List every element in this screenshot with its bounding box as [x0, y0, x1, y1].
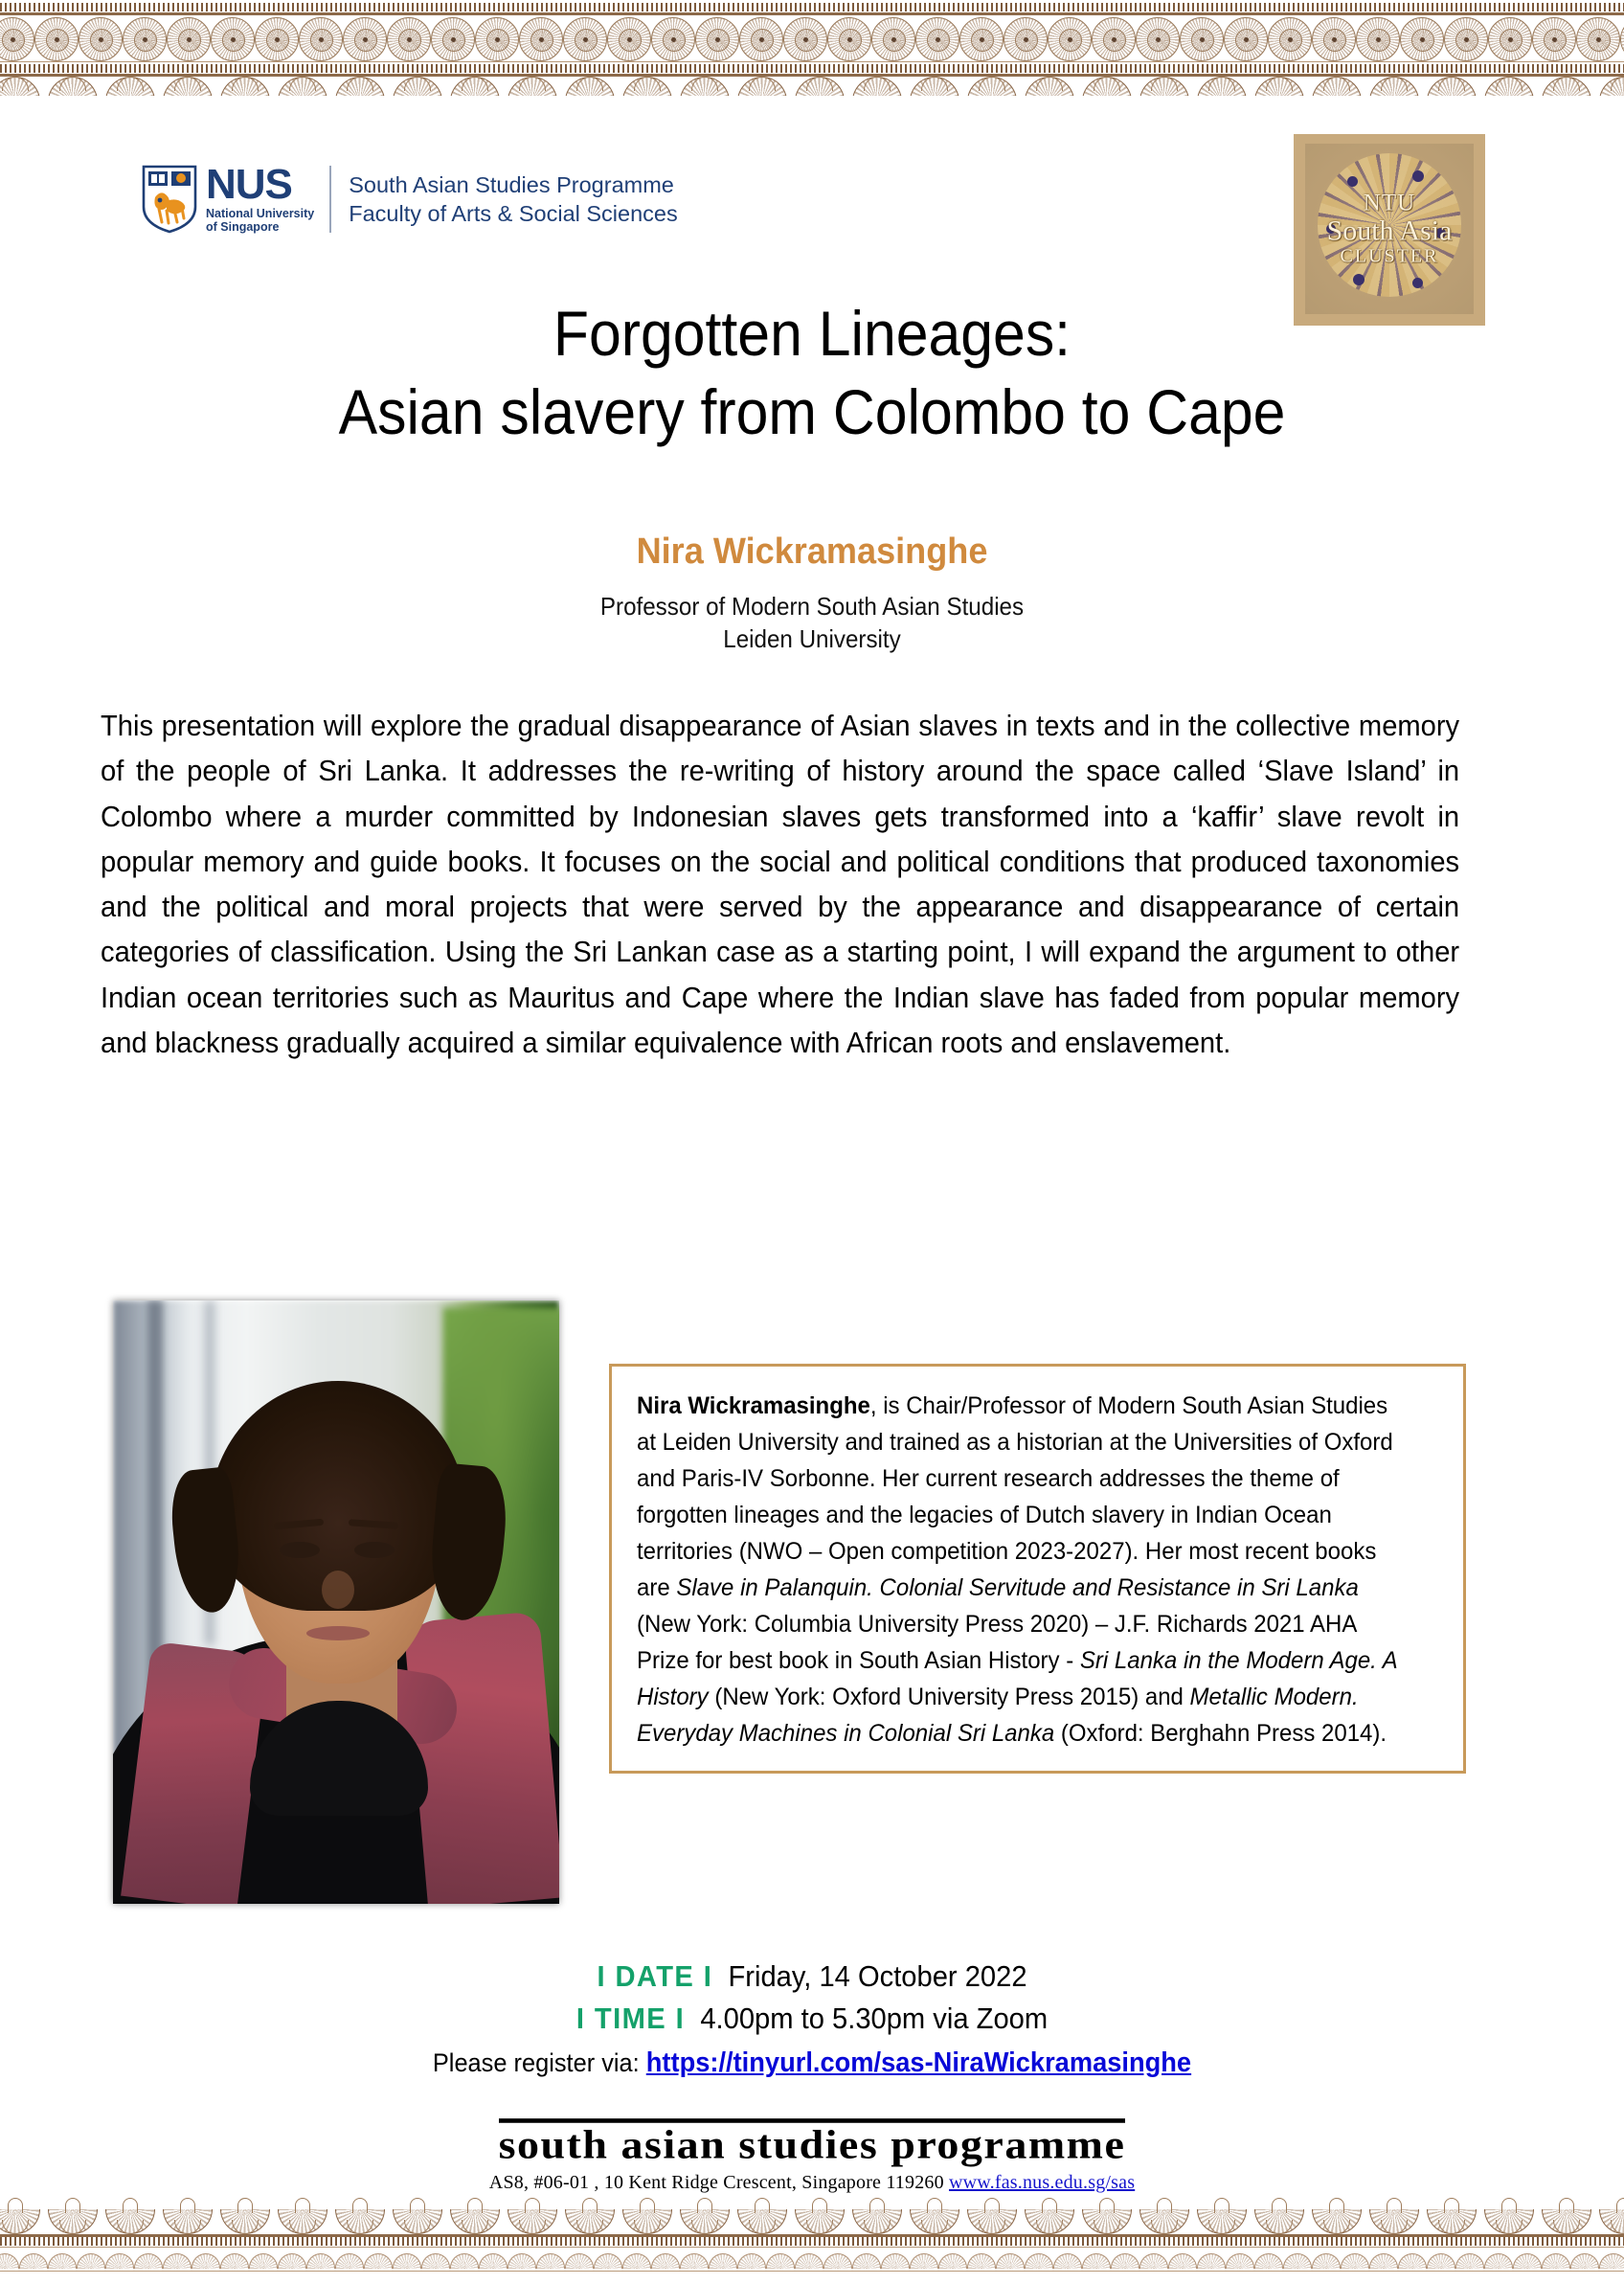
- decorative-border-bottom: [0, 2192, 1624, 2284]
- date-row: [49, 1956, 1575, 1998]
- portrait-nose: [322, 1571, 354, 1609]
- speaker-role: Professor of Modern South Asian Studies: [599, 592, 1025, 621]
- nus-sub-line1: National University: [206, 206, 315, 220]
- scallop-motif-icon: [1251, 2192, 1308, 2234]
- rosette-motif-icon: [343, 17, 387, 61]
- micro-fan-motif-icon: [1398, 2253, 1427, 2269]
- portrait-eye-right: [354, 1542, 395, 1558]
- rosette-motif-icon: [299, 17, 343, 61]
- scallop-motif-icon: [1308, 77, 1365, 96]
- footer-website-link[interactable]: www.fas.nus.edu.sg/sas: [949, 2172, 1136, 2194]
- micro-fan-motif-icon: [1599, 2253, 1624, 2269]
- micro-fan-motif-icon: [1053, 2253, 1082, 2269]
- ntu-badge-inner: [1305, 144, 1474, 314]
- rosette-motif-icon: [255, 17, 299, 61]
- rosette-motif-icon: [519, 17, 563, 61]
- micro-fan-motif-icon: [565, 2253, 594, 2269]
- rosette-motif-icon: [1048, 17, 1092, 61]
- scallop-motif-icon: [44, 77, 102, 96]
- rosette-motif-icon: [871, 17, 915, 61]
- scallop-motif-icon: [446, 2192, 504, 2234]
- micro-fan-motif-icon: [795, 2253, 823, 2269]
- micro-fan-motif-icon: [77, 2253, 105, 2269]
- micro-fan-motif-icon: [249, 2253, 278, 2269]
- rosette-motif-icon: [1004, 17, 1048, 61]
- rosette-motif-icon: [651, 17, 695, 61]
- border-rule-thin-2: [0, 2247, 1624, 2248]
- scallop-motif-icon: [446, 77, 504, 96]
- scallop-motif-icon: [1193, 77, 1251, 96]
- scallop-motif-icon: [676, 2192, 733, 2234]
- scallop-motif-icon: [561, 77, 619, 96]
- micro-fan-motif-icon: [622, 2253, 651, 2269]
- rosette-motif-icon: [1224, 17, 1268, 61]
- scallop-motif-icon: [331, 77, 389, 96]
- bio-book-2: Sri Lanka in the Modern Age. A History: [637, 1647, 1397, 1710]
- micro-fan-motif-icon: [1226, 2253, 1254, 2269]
- scallop-motif-icon: [906, 77, 963, 96]
- micro-fan-motif-icon: [393, 2253, 421, 2269]
- micro-fan-motif-icon: [1513, 2253, 1542, 2269]
- micro-fan-motif-icon: [1139, 2253, 1168, 2269]
- registration-row: [49, 2047, 1575, 2079]
- rosette-motif-icon: [1444, 17, 1488, 61]
- micro-fan-motif-icon: [967, 2253, 996, 2269]
- scallop-motif-icon: [1480, 2192, 1538, 2234]
- micro-fan-motif-icon: [1341, 2253, 1369, 2269]
- border-scallop-strip: [0, 77, 1624, 96]
- scallop-motif-icon: [1595, 2192, 1624, 2234]
- scallop-motif-icon: [1078, 2192, 1136, 2234]
- scallop-motif-icon: [504, 2192, 561, 2234]
- scallop-motif-icon: [159, 77, 216, 96]
- scallop-motif-icon: [1251, 77, 1308, 96]
- department-line1: South Asian Studies Programme: [349, 171, 674, 197]
- scallop-motif-icon: [159, 2192, 216, 2234]
- scallop-motif-icon: [1423, 77, 1480, 96]
- micro-fan-motif-icon: [450, 2253, 479, 2269]
- scallop-motif-icon: [102, 2192, 159, 2234]
- micro-fan-motif-icon: [996, 2253, 1025, 2269]
- mandala-gem: [1412, 278, 1423, 288]
- scallop-motif-icon: [1538, 77, 1595, 96]
- micro-fan-motif-icon: [1570, 2253, 1599, 2269]
- nus-letters: NUS: [206, 161, 292, 209]
- rosette-motif-icon: [1400, 17, 1444, 61]
- rosette-motif-icon: [123, 17, 167, 61]
- title-line-1: Forgotten Lineages:: [553, 298, 1071, 369]
- mandala-gem: [1353, 274, 1365, 285]
- rosette-motif-icon: [1092, 17, 1136, 61]
- speaker-bio-box: [609, 1364, 1466, 1774]
- scallop-motif-icon: [963, 77, 1021, 96]
- micro-fan-motif-icon: [680, 2253, 709, 2269]
- mandala-icon: [1318, 153, 1461, 297]
- micro-fan-motif-icon: [1082, 2253, 1111, 2269]
- scallop-motif-icon: [791, 2192, 848, 2234]
- micro-fan-motif-icon: [594, 2253, 622, 2269]
- scallop-motif-icon: [1365, 77, 1423, 96]
- micro-fan-motif-icon: [364, 2253, 393, 2269]
- portrait-scarf-right: [403, 1611, 559, 1904]
- scallop-motif-icon: [733, 77, 791, 96]
- rosette-motif-icon: [79, 17, 123, 61]
- event-details: [0, 1956, 1624, 2079]
- micro-fan-motif-icon: [335, 2253, 364, 2269]
- speaker-affiliation: [56, 590, 1567, 656]
- bio-part-4: (Oxford: Berghahn Press 2014).: [1054, 1720, 1387, 1747]
- scallop-motif-icon: [274, 2192, 331, 2234]
- nus-sub-line2: of Singapore: [206, 219, 280, 234]
- micro-fan-motif-icon: [1111, 2253, 1139, 2269]
- micro-fan-motif-icon: [1197, 2253, 1226, 2269]
- rosette-motif-icon: [1136, 17, 1180, 61]
- speaker-university: Leiden University: [723, 624, 901, 654]
- scallop-motif-icon: [1078, 77, 1136, 96]
- scallop-motif-icon: [44, 2192, 102, 2234]
- micro-fan-motif-icon: [709, 2253, 737, 2269]
- scallop-motif-icon: [504, 77, 561, 96]
- rosette-motif-icon: [695, 17, 739, 61]
- micro-fan-motif-icon: [1542, 2253, 1570, 2269]
- rosette-motif-icon: [1312, 17, 1356, 61]
- rosette-motif-icon: [827, 17, 871, 61]
- border-rosette-strip: [0, 17, 1624, 61]
- micro-fan-motif-icon: [1254, 2253, 1283, 2269]
- micro-fan-motif-icon: [1455, 2253, 1484, 2269]
- micro-fan-motif-icon: [105, 2253, 134, 2269]
- rosette-motif-icon: [915, 17, 959, 61]
- scallop-motif-icon: [619, 2192, 676, 2234]
- border-rule-thin-3: [0, 2271, 1624, 2272]
- scallop-motif-icon: [389, 77, 446, 96]
- micro-fan-motif-icon: [1025, 2253, 1053, 2269]
- date-value: Friday, 14 October 2022: [728, 1959, 1027, 1993]
- rosette-motif-icon: [563, 17, 607, 61]
- scallop-motif-icon: [1423, 2192, 1480, 2234]
- logo-divider: [329, 166, 331, 233]
- scallop-motif-icon: [0, 77, 44, 96]
- rosette-motif-icon: [387, 17, 431, 61]
- micro-fan-motif-icon: [737, 2253, 766, 2269]
- speaker-bio-text: [637, 1388, 1407, 1752]
- footer-address: AS8, #06-01 , 10 Kent Ridge Crescent, Singapore 119260: [488, 2172, 949, 2194]
- rosette-motif-icon: [211, 17, 255, 61]
- portrait-window-frame: [147, 1300, 163, 1703]
- rosette-motif-icon: [1180, 17, 1224, 61]
- bio-book-1: Slave in Palanquin. Colonial Servitude and Resistance in Sri Lanka: [676, 1574, 1359, 1601]
- border-rule-thin: [0, 61, 1624, 62]
- scallop-motif-icon: [216, 2192, 274, 2234]
- micro-fan-motif-icon: [19, 2253, 48, 2269]
- bio-part-3: (New York: Oxford University Press 2015) and: [708, 1684, 1190, 1710]
- register-prefix: Please register via:: [432, 2048, 646, 2078]
- scallop-motif-icon: [619, 77, 676, 96]
- poster-title: [0, 295, 1624, 452]
- micro-fan-motif-icon: [766, 2253, 795, 2269]
- micro-fan-motif-icon: [163, 2253, 192, 2269]
- micro-fan-motif-icon: [1168, 2253, 1197, 2269]
- scallop-motif-icon: [1365, 2192, 1423, 2234]
- registration-link[interactable]: https://tinyurl.com/sas-NiraWickramasinghe: [645, 2047, 1192, 2079]
- scallop-motif-icon: [216, 77, 274, 96]
- scallop-motif-icon: [389, 2192, 446, 2234]
- scallop-motif-icon: [676, 77, 733, 96]
- speaker-portrait-photo: [113, 1300, 559, 1904]
- decorative-border-top: [0, 0, 1624, 96]
- border-tick-strip: [0, 3, 1624, 11]
- scallop-motif-icon: [733, 2192, 791, 2234]
- rosette-motif-icon: [959, 17, 1004, 61]
- scallop-motif-icon: [561, 2192, 619, 2234]
- border-scallop-strip-bottom: [0, 2192, 1624, 2234]
- portrait-mouth: [306, 1626, 370, 1640]
- scallop-motif-icon: [1193, 2192, 1251, 2234]
- border-rule: [0, 12, 1624, 15]
- micro-fan-motif-icon: [1369, 2253, 1398, 2269]
- mandala-gem: [1412, 170, 1424, 182]
- rosette-motif-icon: [167, 17, 211, 61]
- time-label: I TIME I: [575, 2001, 686, 2036]
- rosette-motif-icon: [0, 17, 34, 61]
- nus-sub-text: [206, 207, 314, 234]
- rosette-motif-icon: [431, 17, 475, 61]
- micro-fan-motif-icon: [134, 2253, 163, 2269]
- speaker-block: [0, 531, 1624, 656]
- abstract-text: This presentation will explore the gradual disappearance of Asian slaves in texts and in the collective memory of the people of Sri Lanka. It addresses the re-writing of history around the space called ‘Slave Island’ in Colombo where a murder committed by Indonesian slaves gets transformed into a ‘kaffir’ slave revolt in popular memory and guide books. It focuses on the social and political conditions that produced taxonomies and the political and moral projects that were served by the appearance and disappearance of certain categories of classification. Using the Sri Lankan case as a starting point, I will expand the argument to other Indian ocean territories such as Mauritus and Cape where the Indian slave has faded from popular memory and blackness gradually acquired a similar equivalence with African roots and enslavement.: [101, 710, 1460, 1059]
- micro-fan-motif-icon: [1283, 2253, 1312, 2269]
- poster-footer: [0, 2116, 1624, 2194]
- scallop-motif-icon: [102, 77, 159, 96]
- bio-book-3: Metallic Modern. Everyday Machines in Colonial Sri Lanka: [637, 1684, 1359, 1747]
- micro-fan-motif-icon: [220, 2253, 249, 2269]
- rosette-motif-icon: [739, 17, 783, 61]
- ntu-badge-line1: NTU: [1363, 190, 1416, 216]
- micro-fan-motif-icon: [938, 2253, 967, 2269]
- micro-fan-motif-icon: [823, 2253, 852, 2269]
- rosette-motif-icon: [34, 17, 79, 61]
- bio-part-1: , is Chair/Professor of Modern South Asian Studies at Leiden University and trained as a historian at the Universities of Oxford and Paris-IV Sorbonne. Her current research addresses the theme of forgotten lineages and the legacies of Dutch slavery in Indian Ocean territories (NWO – Open competition 2023-2027). Her most recent books are: [637, 1392, 1393, 1601]
- micro-fan-motif-icon: [421, 2253, 450, 2269]
- micro-fan-motif-icon: [0, 2253, 19, 2269]
- scallop-motif-icon: [1136, 2192, 1193, 2234]
- rosette-motif-icon: [783, 17, 827, 61]
- micro-fan-motif-icon: [910, 2253, 938, 2269]
- scallop-motif-icon: [0, 2192, 44, 2234]
- ntu-badge-line3: CLUSTER: [1340, 245, 1439, 267]
- micro-fan-motif-icon: [192, 2253, 220, 2269]
- rosette-motif-icon: [1268, 17, 1312, 61]
- scallop-motif-icon: [791, 77, 848, 96]
- scallop-motif-icon: [1595, 77, 1624, 96]
- scallop-motif-icon: [906, 2192, 963, 2234]
- mandala-gem: [1435, 228, 1446, 238]
- sas-programme-wordmark: south asian studies programme: [499, 2118, 1126, 2166]
- scallop-motif-icon: [274, 77, 331, 96]
- bio-name: Nira Wickramasinghe: [637, 1392, 870, 1419]
- ntu-badge-line2: South Asia: [1326, 215, 1453, 247]
- micro-fan-motif-icon: [278, 2253, 306, 2269]
- bio-part-2: (New York: Columbia University Press 2020) – J.F. Richards 2021 AHA Prize for best book in South Asian History -: [637, 1611, 1357, 1674]
- nus-wordmark: [206, 161, 315, 234]
- rosette-motif-icon: [475, 17, 519, 61]
- mandala-gem: [1326, 224, 1336, 234]
- department-line2: Faculty of Arts & Social Sciences: [349, 201, 678, 226]
- scallop-motif-icon: [1021, 77, 1078, 96]
- scallop-motif-icon: [1538, 2192, 1595, 2234]
- nus-logo: [142, 161, 678, 234]
- department-name: [349, 170, 678, 228]
- micro-fan-motif-icon: [1312, 2253, 1341, 2269]
- rosette-motif-icon: [1488, 17, 1532, 61]
- border-tick-strip-2: [0, 64, 1624, 73]
- micro-fan-motif-icon: [881, 2253, 910, 2269]
- scallop-motif-icon: [1308, 2192, 1365, 2234]
- rosette-motif-icon: [1356, 17, 1400, 61]
- rosette-motif-icon: [1576, 17, 1620, 61]
- rosette-motif-icon: [1620, 17, 1624, 61]
- rosette-motif-icon: [1532, 17, 1576, 61]
- title-line-2: Asian slavery from Colombo to Cape: [338, 375, 1286, 447]
- border-micro-fan-strip: [0, 2253, 1624, 2269]
- micro-fan-motif-icon: [508, 2253, 536, 2269]
- time-row: [49, 1998, 1575, 2040]
- micro-fan-motif-icon: [852, 2253, 881, 2269]
- scallop-motif-icon: [848, 2192, 906, 2234]
- scallop-motif-icon: [331, 2192, 389, 2234]
- mandala-gem: [1347, 176, 1358, 187]
- speaker-name: Nira Wickramasinghe: [636, 531, 988, 572]
- scallop-motif-icon: [848, 77, 906, 96]
- micro-fan-motif-icon: [479, 2253, 508, 2269]
- micro-fan-motif-icon: [1427, 2253, 1455, 2269]
- scallop-motif-icon: [1021, 2192, 1078, 2234]
- footer-address-row: [0, 2172, 1624, 2194]
- portrait-eye-left: [280, 1542, 320, 1558]
- micro-fan-motif-icon: [1484, 2253, 1513, 2269]
- border-tick-strip-3: [0, 2237, 1624, 2246]
- time-value: 4.00pm to 5.30pm via Zoom: [700, 2001, 1049, 2036]
- micro-fan-motif-icon: [306, 2253, 335, 2269]
- scallop-motif-icon: [1136, 77, 1193, 96]
- scallop-motif-icon: [1480, 77, 1538, 96]
- micro-fan-motif-icon: [48, 2253, 77, 2269]
- micro-fan-motif-icon: [651, 2253, 680, 2269]
- date-label: I DATE I: [597, 1959, 713, 1993]
- scallop-motif-icon: [963, 2192, 1021, 2234]
- nus-shield-icon: [142, 165, 197, 234]
- micro-fan-motif-icon: [536, 2253, 565, 2269]
- rosette-motif-icon: [607, 17, 651, 61]
